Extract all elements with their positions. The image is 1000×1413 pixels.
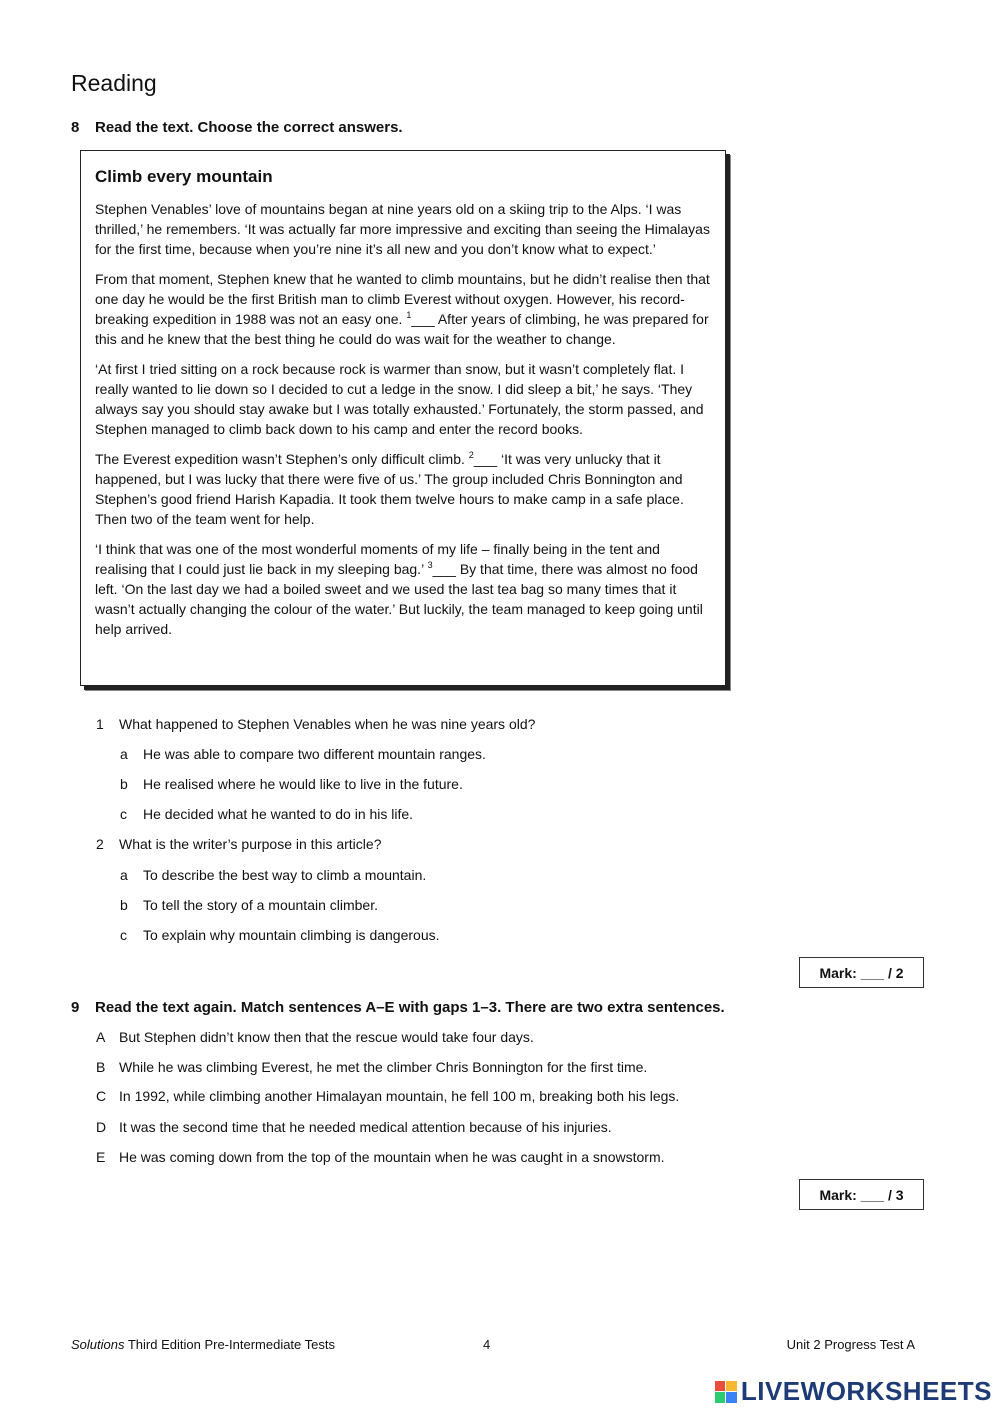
paragraph-5 bbox=[95, 539, 715, 639]
footer-book-italic: Solutions bbox=[71, 1337, 125, 1352]
logo-square-2 bbox=[726, 1381, 737, 1392]
option-text: To explain why mountain climbing is dangerous. bbox=[143, 927, 440, 943]
question-2-option-b[interactable] bbox=[120, 897, 378, 913]
option-text: He decided what he wanted to do in his life. bbox=[143, 806, 414, 822]
option-text: To describe the best way to climb a mountain. bbox=[143, 867, 427, 883]
sentence-d[interactable] bbox=[96, 1119, 612, 1135]
question-2-option-c[interactable] bbox=[120, 927, 440, 943]
paragraph-2-end: ___ After years of climbing, he was prepared for this and he knew that the best thing he could do was wait for the weather to change. bbox=[95, 311, 709, 347]
question-1 bbox=[96, 716, 535, 732]
sentence-e[interactable] bbox=[96, 1149, 665, 1165]
paragraph-4-end: ___ ‘It was very unlucky that it happened, but I was lucky that there were five of us.’ The group included Chris Bonnington and Stephen’s good friend Harish Kapadia. It took them twelve hours to make camp in a safe place. Then two of the team went for help. bbox=[95, 451, 684, 527]
paragraph-4-start: The Everest expedition wasn’t Stephen’s only difficult climb. bbox=[95, 451, 469, 467]
option-letter: c bbox=[120, 927, 127, 943]
liveworksheets-logo[interactable] bbox=[715, 1376, 992, 1407]
sentence-b[interactable] bbox=[96, 1059, 647, 1075]
paragraph-2 bbox=[95, 269, 715, 349]
paragraph-5-end: ___ By that time, there was almost no food left. ‘On the last day we had a boiled sweet and we used the last tea bag so many times that it wasn’t actually changing the colour of the water.’ But luckily, the team managed to keep going until help arrived. bbox=[95, 561, 703, 637]
section-title: Reading bbox=[71, 70, 157, 96]
option-letter: a bbox=[120, 746, 128, 762]
task-instruction-text: Read the text again. Match sentences A–E with gaps 1–3. There are two extra sentences. bbox=[95, 999, 725, 1016]
logo-square-1 bbox=[715, 1381, 726, 1392]
sentence-text: But Stephen didn’t know then that the rescue would take four days. bbox=[119, 1029, 534, 1045]
sentence-letter: B bbox=[96, 1059, 106, 1075]
sentence-a[interactable] bbox=[96, 1029, 534, 1045]
option-text: To tell the story of a mountain climber. bbox=[143, 897, 378, 913]
sentence-c[interactable] bbox=[96, 1088, 679, 1104]
question-text: What happened to Stephen Venables when he was nine years old? bbox=[119, 716, 536, 732]
gap-3-number: 3 bbox=[427, 560, 433, 570]
option-text: He realised where he would like to live in the future. bbox=[143, 776, 463, 792]
option-letter: a bbox=[120, 867, 128, 883]
question-number: 1 bbox=[96, 716, 104, 732]
question-1-option-a[interactable] bbox=[120, 746, 486, 762]
logo-text: LIVEWORKSHEETS bbox=[740, 1376, 992, 1406]
task-instruction-text: Read the text. Choose the correct answers. bbox=[95, 119, 403, 136]
footer-book-rest: Third Edition Pre-Intermediate Tests bbox=[124, 1337, 335, 1352]
task-8-instruction bbox=[71, 119, 403, 136]
paragraph-1: Stephen Venables’ love of mountains began at nine years old on a skiing trip to the Alps. ‘I was thrilled,’ he remembers. ‘It was actually far more impressive and exciting than seeing the Himalayas for the first time, because when you’re nine it’s all new and you don’t know what to expect.’ bbox=[95, 201, 710, 257]
option-letter: c bbox=[120, 806, 127, 822]
gap-1-number: 1 bbox=[406, 310, 412, 320]
paragraph-3: ‘At first I tried sitting on a rock because rock is warmer than snow, but it wasn’t completely flat. I really wanted to lie down so I decided to cut a ledge in the snow. I did sleep a bit,’ he says. ‘They always say you should stay awake but I was totally exhausted.’ Fortunately, the storm passed, and Stephen managed to climb back down to his camp and enter the record books. bbox=[95, 361, 704, 437]
logo-square-3 bbox=[715, 1392, 726, 1403]
task-number: 9 bbox=[71, 999, 80, 1016]
mark-box-task-8: Mark: ___ / 2 bbox=[799, 957, 924, 988]
gap-2-number: 2 bbox=[468, 450, 474, 460]
sentence-letter: C bbox=[96, 1088, 107, 1104]
paragraph-2-start: From that moment, Stephen knew that he wanted to climb mountains, but he didn’t realise then that one day he would be the first British man to climb Everest without oxygen. However, his record-breaking expedition in 1988 was not an easy one. bbox=[95, 271, 710, 327]
option-text: He was able to compare two different mountain ranges. bbox=[143, 746, 486, 762]
reading-text-box bbox=[80, 150, 726, 686]
sentence-text: He was coming down from the top of the mountain when he was caught in a snowstorm. bbox=[119, 1149, 665, 1165]
question-1-option-b[interactable] bbox=[120, 776, 463, 792]
logo-icon bbox=[715, 1381, 737, 1403]
question-text: What is the writer’s purpose in this article? bbox=[119, 836, 382, 852]
question-1-option-c[interactable] bbox=[120, 806, 413, 822]
text-title: Climb every mountain bbox=[95, 167, 273, 186]
mark-box-task-9: Mark: ___ / 3 bbox=[799, 1179, 924, 1210]
sentence-text: It was the second time that he needed medical attention because of his injuries. bbox=[119, 1119, 612, 1135]
sentence-text: While he was climbing Everest, he met the climber Chris Bonnington for the first time. bbox=[119, 1059, 648, 1075]
paragraph-5-start: ‘I think that was one of the most wonderful moments of my life – finally being in the tent and realising that I could just lie back in my sleeping bag.’ bbox=[95, 541, 660, 577]
task-9-instruction bbox=[71, 999, 725, 1016]
footer-book-title bbox=[71, 1337, 335, 1352]
task-number: 8 bbox=[71, 119, 80, 136]
question-number: 2 bbox=[96, 836, 104, 852]
sentence-letter: E bbox=[96, 1149, 106, 1165]
question-2-option-a[interactable] bbox=[120, 867, 426, 883]
sentence-text: In 1992, while climbing another Himalayan mountain, he fell 100 m, breaking both his legs. bbox=[119, 1088, 680, 1104]
paragraph-4 bbox=[95, 449, 715, 529]
footer-unit: Unit 2 Progress Test A bbox=[786, 1337, 915, 1352]
option-letter: b bbox=[120, 776, 128, 792]
question-2 bbox=[96, 836, 381, 852]
option-letter: b bbox=[120, 897, 128, 913]
sentence-letter: A bbox=[96, 1029, 106, 1045]
footer-page-number: 4 bbox=[483, 1337, 491, 1352]
sentence-letter: D bbox=[96, 1119, 107, 1135]
logo-square-4 bbox=[726, 1392, 737, 1403]
